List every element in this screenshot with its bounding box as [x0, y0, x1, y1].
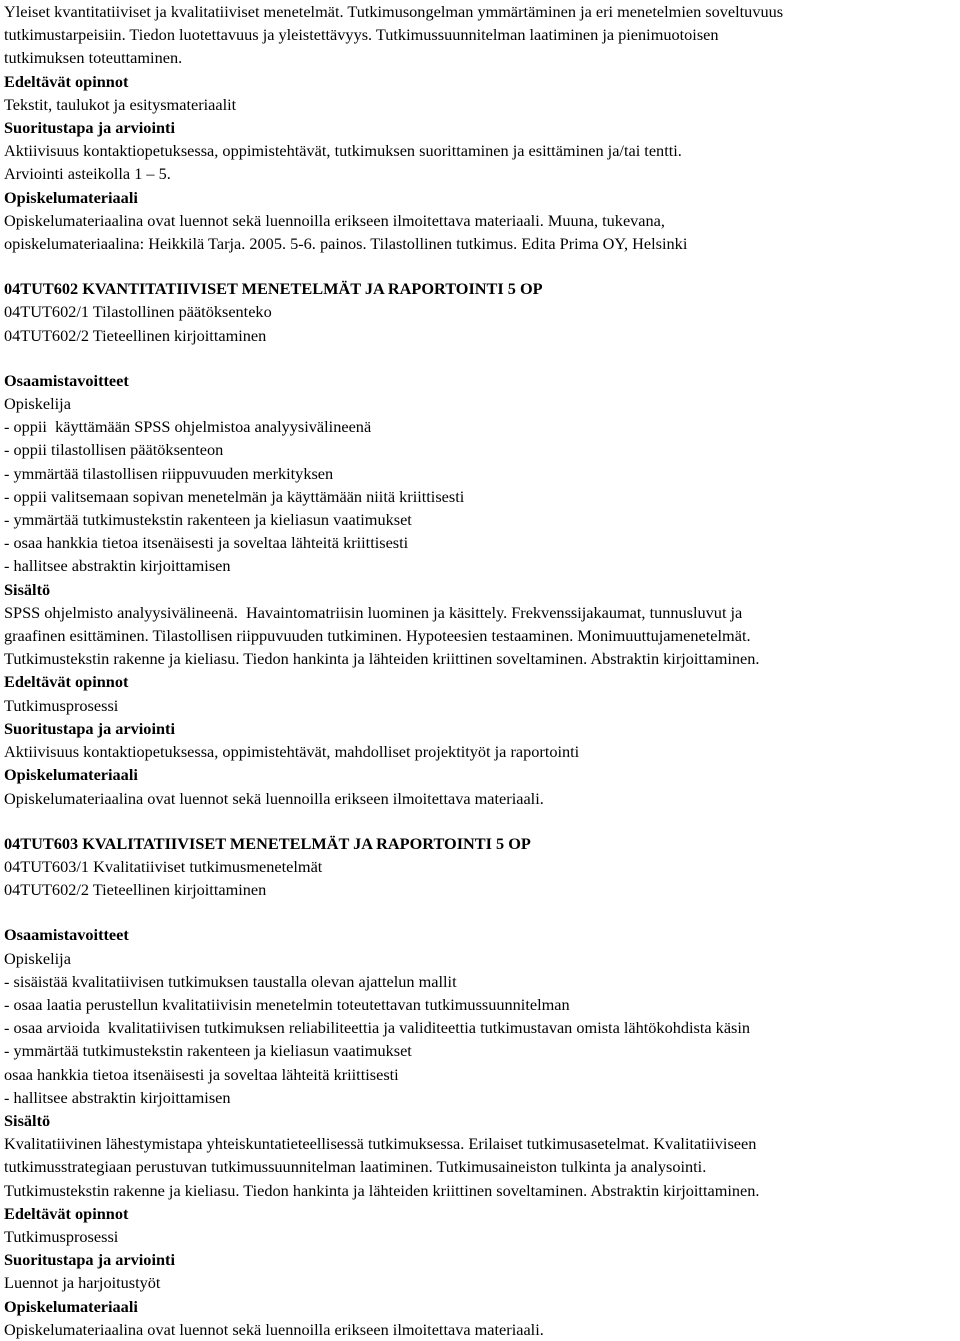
prereq-heading: Edeltävät opinnot [4, 71, 129, 91]
assessment-text: Arviointi asteikolla 1 – 5. [4, 164, 171, 184]
material-heading: Opiskelumateriaali [4, 765, 138, 785]
intro-line: tutkimuksen toteuttaminen. [4, 48, 183, 68]
course-sub-item: 04TUT602/1 Tilastollinen päätöksenteko [4, 302, 272, 322]
intro-line: tutkimustarpeisiin. Tiedon luotettavuus ja yleistettävyys. Tutkimussuunnitelman laatiminen ja pienimuotoisen [4, 25, 719, 45]
content-text: Tutkimustekstin rakenne ja kieliasu. Tiedon hankinta ja lähteiden kriittinen soveltaminen. Abstraktin kirjoittaminen. [4, 1180, 760, 1200]
course-section-kvalitatiiviset [4, 832, 952, 1341]
assessment-text: Luennot ja harjoitustyöt [4, 1273, 161, 1293]
goals-heading: Osaamistavoitteet [4, 925, 129, 945]
content-text: graafinen esittäminen. Tilastollisen riippuvuuden tutkiminen. Hypoteesien testaaminen. Monimuuttujamenetelmät. [4, 626, 751, 646]
goal-item: - oppii tilastollisen päätöksenteon [4, 440, 224, 460]
goal-item: - osaa hankkia tietoa itsenäisesti ja soveltaa lähteitä kriittisesti [4, 533, 409, 553]
assessment-text: Aktiivisuus kontaktiopetuksessa, oppimistehtävät, mahdolliset projektityöt ja raportointi [4, 742, 580, 762]
goal-item: - oppii käyttämään SPSS ohjelmistoa analyysivälineenä [4, 417, 372, 437]
material-heading: Opiskelumateriaali [4, 187, 138, 207]
material-text: Opiskelumateriaalina ovat luennot sekä luennoilla erikseen ilmoitettava materiaali. [4, 1319, 544, 1339]
goal-item: - oppii valitsemaan sopivan menetelmän ja käyttämään niitä kriittisesti [4, 486, 465, 506]
prereq-text: Tutkimusprosessi [4, 1226, 119, 1246]
assessment-text: Aktiivisuus kontaktiopetuksessa, oppimistehtävät, tutkimuksen suorittaminen ja esittäminen ja/tai tentti. [4, 141, 682, 161]
student-label: Opiskelija [4, 394, 71, 414]
material-text: Opiskelumateriaalina ovat luennot sekä luennoilla erikseen ilmoitettava materiaali. Muuna, tukevana, [4, 210, 665, 230]
prereq-heading: Edeltävät opinnot [4, 1203, 129, 1223]
student-label: Opiskelija [4, 948, 71, 968]
goal-item: - hallitsee abstraktin kirjoittamisen [4, 1087, 231, 1107]
course-sub-item: 04TUT602/2 Tieteellinen kirjoittaminen [4, 325, 267, 345]
content-text: Tutkimustekstin rakenne ja kieliasu. Tiedon hankinta ja lähteiden kriittinen soveltaminen. Abstraktin kirjoittaminen. [4, 649, 760, 669]
assessment-heading: Suoritustapa ja arviointi [4, 118, 175, 138]
intro-line: Yleiset kvantitatiiviset ja kvalitatiiviset menetelmät. Tutkimusongelman ymmärtäminen ja eri menetelmien soveltuvuus [4, 2, 784, 21]
goal-item: - ymmärtää tilastollisen riippuvuuden merkityksen [4, 463, 334, 483]
assessment-heading: Suoritustapa ja arviointi [4, 718, 175, 738]
course-sub-item: 04TUT603/1 Kvalitatiiviset tutkimusmenetelmät [4, 856, 323, 876]
content-heading: Sisältö [4, 579, 51, 599]
goal-item: - hallitsee abstraktin kirjoittamisen [4, 556, 231, 576]
material-text: opiskelumateriaalina: Heikkilä Tarja. 2005. 5-6. painos. Tilastollinen tutkimus. Edita Prima OY, Helsinki [4, 234, 688, 254]
goal-item: - ymmärtää tutkimustekstin rakenteen ja kieliasun vaatimukset [4, 510, 412, 530]
content-heading: Sisältö [4, 1110, 51, 1130]
goal-item: - osaa laatia perustellun kvalitatiivisin menetelmin toteutettavan tutkimussuunnitelman [4, 994, 570, 1014]
material-heading: Opiskelumateriaali [4, 1296, 138, 1316]
assessment-heading: Suoritustapa ja arviointi [4, 1250, 175, 1270]
content-text: tutkimusstrategiaan perustuvan tutkimussuunnitelman laatiminen. Tutkimusaineiston tulkinta ja analysointi. [4, 1157, 707, 1177]
prereq-text: Tekstit, taulukot ja esitysmateriaalit [4, 94, 237, 114]
material-text: Opiskelumateriaalina ovat luennot sekä luennoilla erikseen ilmoitettava materiaali. [4, 788, 544, 808]
prereq-heading: Edeltävät opinnot [4, 672, 129, 692]
prereq-text: Tutkimusprosessi [4, 695, 119, 715]
goal-item: - sisäistää kvalitatiivisen tutkimuksen taustalla olevan ajattelun mallit [4, 971, 457, 991]
course-sub-item: 04TUT602/2 Tieteellinen kirjoittaminen [4, 880, 267, 900]
course-section-kvantitatiiviset [4, 277, 952, 809]
goal-item: - ymmärtää tutkimustekstin rakenteen ja kieliasun vaatimukset [4, 1041, 412, 1061]
course-title: 04TUT602 KVANTITATIIVISET MENETELMÄT JA RAPORTOINTI 5 OP [4, 279, 543, 299]
goals-heading: Osaamistavoitteet [4, 370, 129, 390]
content-text: SPSS ohjelmisto analyysivälineenä. Havaintomatriisin luominen ja käsittely. Frekvenssijakaumat, tunnusluvut ja [4, 602, 743, 622]
course-title: 04TUT603 KVALITATIIVISET MENETELMÄT JA RAPORTOINTI 5 OP [4, 833, 531, 853]
intro-section [4, 0, 952, 255]
content-text: Kvalitatiivinen lähestymistapa yhteiskuntatieteellisessä tutkimuksessa. Erilaiset tutkimusasetelmat. Kvalitatiiviseen [4, 1134, 757, 1154]
goal-item: osaa hankkia tietoa itsenäisesti ja soveltaa lähteitä kriittisesti [4, 1064, 399, 1084]
goal-item: - osaa arvioida kvalitatiivisen tutkimuksen reliabiliteettia ja validiteettia tutkimustavan omista lähtökohdista käsin [4, 1018, 751, 1038]
